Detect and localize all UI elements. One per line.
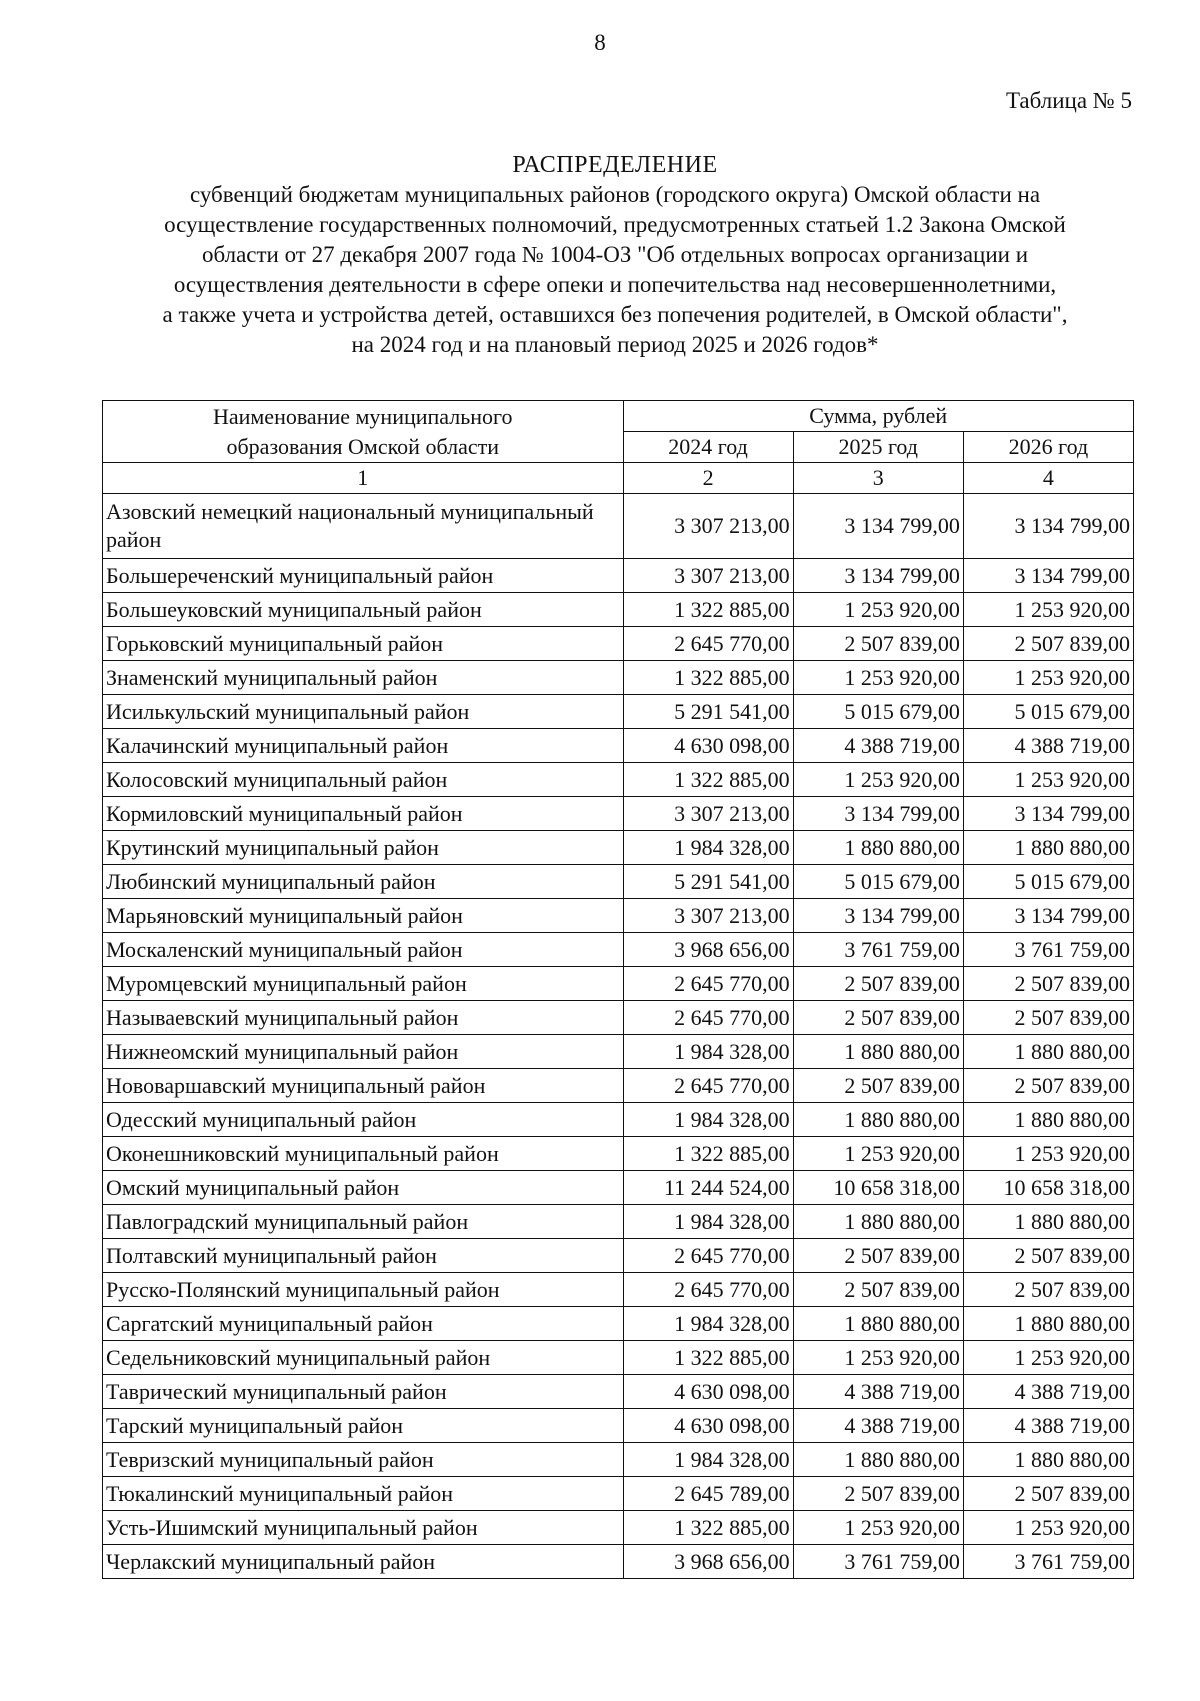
value-2025-cell: 3 134 799,00 <box>793 899 963 933</box>
value-2025-cell: 1 880 880,00 <box>793 1103 963 1137</box>
value-2024-cell: 2 645 770,00 <box>623 1239 793 1273</box>
column-header-name <box>103 401 624 463</box>
value-2024-cell: 3 307 213,00 <box>623 494 793 559</box>
table-row <box>103 1545 1134 1579</box>
distribution-table <box>102 400 1134 1579</box>
value-2026-cell: 3 761 759,00 <box>963 1545 1133 1579</box>
column-header-name-line: Наименование муниципального <box>212 403 513 429</box>
value-2025-cell: 2 507 839,00 <box>793 1001 963 1035</box>
table-row <box>103 1137 1134 1171</box>
value-2026-cell: 4 388 719,00 <box>963 729 1133 763</box>
value-2026-cell: 1 253 920,00 <box>963 1511 1133 1545</box>
table-row <box>103 899 1134 933</box>
value-2025-cell: 1 253 920,00 <box>793 593 963 627</box>
value-2025-cell: 4 388 719,00 <box>793 1375 963 1409</box>
value-2024-cell: 4 630 098,00 <box>623 729 793 763</box>
value-2026-cell: 2 507 839,00 <box>963 1001 1133 1035</box>
value-2024-cell: 5 291 541,00 <box>623 695 793 729</box>
page-number: 8 <box>594 30 606 55</box>
value-2026-cell: 4 388 719,00 <box>963 1375 1133 1409</box>
district-name-cell: Муромцевский муниципальный район <box>103 967 624 1001</box>
value-2024-cell: 2 645 770,00 <box>623 1273 793 1307</box>
district-name-cell: Калачинский муниципальный район <box>103 729 624 763</box>
district-name-cell: Тевризский муниципальный район <box>103 1443 624 1477</box>
value-2026-cell: 3 134 799,00 <box>963 559 1133 593</box>
value-2024-cell: 2 645 770,00 <box>623 627 793 661</box>
value-2024-cell: 1 322 885,00 <box>623 593 793 627</box>
value-2026-cell: 1 880 880,00 <box>963 1103 1133 1137</box>
value-2026-cell: 1 880 880,00 <box>963 1307 1133 1341</box>
district-name-cell: Марьяновский муниципальный район <box>103 899 624 933</box>
value-2025-cell: 1 253 920,00 <box>793 661 963 695</box>
table-row <box>103 494 1134 559</box>
column-header-sum: Сумма, рублей <box>623 401 1134 432</box>
column-header-2026: 2026 год <box>963 432 1133 463</box>
value-2024-cell: 1 984 328,00 <box>623 1443 793 1477</box>
value-2024-cell: 1 984 328,00 <box>623 831 793 865</box>
value-2024-cell: 1 984 328,00 <box>623 1035 793 1069</box>
value-2025-cell: 2 507 839,00 <box>793 967 963 1001</box>
district-name-cell: Колосовский муниципальный район <box>103 763 624 797</box>
table-row <box>103 1477 1134 1511</box>
table-row <box>103 831 1134 865</box>
value-2025-cell: 2 507 839,00 <box>793 1477 963 1511</box>
column-header-name-line: образования Омской области <box>226 433 499 459</box>
column-index: 1 <box>103 463 624 494</box>
table-row <box>103 593 1134 627</box>
value-2024-cell: 3 307 213,00 <box>623 559 793 593</box>
table-row <box>103 1273 1134 1307</box>
value-2024-cell: 1 984 328,00 <box>623 1307 793 1341</box>
district-name-cell: Крутинский муниципальный район <box>103 831 624 865</box>
table-row <box>103 1239 1134 1273</box>
value-2026-cell: 3 761 759,00 <box>963 933 1133 967</box>
value-2025-cell: 1 880 880,00 <box>793 1443 963 1477</box>
value-2026-cell: 1 880 880,00 <box>963 1205 1133 1239</box>
table-row <box>103 1307 1134 1341</box>
table-row <box>103 1443 1134 1477</box>
value-2025-cell: 1 880 880,00 <box>793 1205 963 1239</box>
value-2024-cell: 11 244 524,00 <box>623 1171 793 1205</box>
value-2026-cell: 2 507 839,00 <box>963 967 1133 1001</box>
value-2026-cell: 2 507 839,00 <box>963 1477 1133 1511</box>
district-name-cell: Павлоградский муниципальный район <box>103 1205 624 1239</box>
value-2026-cell: 1 880 880,00 <box>963 1035 1133 1069</box>
column-index-row <box>103 463 1134 494</box>
table-row <box>103 1035 1134 1069</box>
value-2025-cell: 1 253 920,00 <box>793 1137 963 1171</box>
district-name-cell: Оконешниковский муниципальный район <box>103 1137 624 1171</box>
value-2025-cell: 3 761 759,00 <box>793 933 963 967</box>
value-2026-cell: 2 507 839,00 <box>963 1069 1133 1103</box>
district-name-cell: Кормиловский муниципальный район <box>103 797 624 831</box>
district-name-cell: Горьковский муниципальный район <box>103 627 624 661</box>
heading-line: а также учета и устройства детей, оставшихся без попечения родителей, в Омской области", <box>162 302 1068 327</box>
value-2026-cell: 1 253 920,00 <box>963 763 1133 797</box>
value-2026-cell: 1 880 880,00 <box>963 1443 1133 1477</box>
value-2026-cell: 5 015 679,00 <box>963 865 1133 899</box>
table-row <box>103 1205 1134 1239</box>
value-2026-cell: 5 015 679,00 <box>963 695 1133 729</box>
value-2026-cell: 1 253 920,00 <box>963 661 1133 695</box>
district-name-cell: Любинский муниципальный район <box>103 865 624 899</box>
value-2025-cell: 1 253 920,00 <box>793 1341 963 1375</box>
value-2025-cell: 1 880 880,00 <box>793 1035 963 1069</box>
value-2024-cell: 4 630 098,00 <box>623 1375 793 1409</box>
value-2025-cell: 1 253 920,00 <box>793 1511 963 1545</box>
value-2025-cell: 5 015 679,00 <box>793 695 963 729</box>
table-row <box>103 763 1134 797</box>
value-2025-cell: 3 761 759,00 <box>793 1545 963 1579</box>
value-2024-cell: 1 322 885,00 <box>623 1341 793 1375</box>
heading-line: осуществления деятельности в сфере опеки и попечительства над несовершеннолетними, <box>173 272 1057 297</box>
district-name-cell: Усть-Ишимский муниципальный район <box>103 1511 624 1545</box>
district-name-cell: Седельниковский муниципальный район <box>103 1341 624 1375</box>
table-row <box>103 661 1134 695</box>
value-2024-cell: 1 984 328,00 <box>623 1205 793 1239</box>
column-header-2024: 2024 год <box>623 432 793 463</box>
value-2026-cell: 1 253 920,00 <box>963 1137 1133 1171</box>
value-2026-cell: 3 134 799,00 <box>963 797 1133 831</box>
district-name-cell: Таврический муниципальный район <box>103 1375 624 1409</box>
heading-line: субвенций бюджетам муниципальных районов (городского округа) Омской области на <box>189 182 1041 207</box>
table-row <box>103 1171 1134 1205</box>
value-2026-cell: 2 507 839,00 <box>963 1273 1133 1307</box>
heading-line: области от 27 декабря 2007 года № 1004-ОЗ "Об отдельных вопросах организации и <box>201 242 1029 267</box>
value-2026-cell: 3 134 799,00 <box>963 899 1133 933</box>
district-name-cell: Черлакский муниципальный район <box>103 1545 624 1579</box>
column-index: 3 <box>793 463 963 494</box>
table-body <box>103 494 1134 1579</box>
table-row <box>103 1069 1134 1103</box>
district-name-cell: Русско-Полянский муниципальный район <box>103 1273 624 1307</box>
value-2025-cell: 3 134 799,00 <box>793 559 963 593</box>
value-2025-cell: 2 507 839,00 <box>793 627 963 661</box>
value-2024-cell: 2 645 789,00 <box>623 1477 793 1511</box>
table-row <box>103 627 1134 661</box>
table-row <box>103 1103 1134 1137</box>
district-name-cell: Тарский муниципальный район <box>103 1409 624 1443</box>
table-row <box>103 933 1134 967</box>
value-2026-cell: 4 388 719,00 <box>963 1409 1133 1443</box>
value-2024-cell: 2 645 770,00 <box>623 1001 793 1035</box>
value-2024-cell: 1 322 885,00 <box>623 661 793 695</box>
value-2026-cell: 3 134 799,00 <box>963 494 1133 559</box>
value-2024-cell: 1 984 328,00 <box>623 1103 793 1137</box>
district-name-cell: Полтавский муниципальный район <box>103 1239 624 1273</box>
column-index: 2 <box>623 463 793 494</box>
value-2025-cell: 3 134 799,00 <box>793 494 963 559</box>
table-row <box>103 797 1134 831</box>
document-heading <box>90 150 1140 360</box>
column-index: 4 <box>963 463 1133 494</box>
table-row <box>103 695 1134 729</box>
district-name-cell: Большереченский муниципальный район <box>103 559 624 593</box>
district-name-cell: Знаменский муниципальный район <box>103 661 624 695</box>
value-2024-cell: 3 968 656,00 <box>623 933 793 967</box>
district-name-cell: Азовский немецкий национальный муниципальный район <box>103 494 624 559</box>
column-header-2025: 2025 год <box>793 432 963 463</box>
value-2025-cell: 2 507 839,00 <box>793 1273 963 1307</box>
table-row <box>103 865 1134 899</box>
value-2024-cell: 3 307 213,00 <box>623 797 793 831</box>
value-2024-cell: 2 645 770,00 <box>623 967 793 1001</box>
table-row <box>103 559 1134 593</box>
heading-line: осуществление государственных полномочий, предусмотренных статьей 1.2 Закона Омской <box>164 212 1066 237</box>
heading-line: на 2024 год и на плановый период 2025 и 2026 годов* <box>351 332 879 357</box>
district-name-cell: Саргатский муниципальный район <box>103 1307 624 1341</box>
district-name-cell: Одесский муниципальный район <box>103 1103 624 1137</box>
value-2026-cell: 1 880 880,00 <box>963 831 1133 865</box>
table-row <box>103 1001 1134 1035</box>
table-row <box>103 1511 1134 1545</box>
value-2024-cell: 2 645 770,00 <box>623 1069 793 1103</box>
heading-title: РАСПРЕДЕЛЕНИЕ <box>512 152 718 178</box>
table-row <box>103 1341 1134 1375</box>
district-name-cell: Тюкалинский муниципальный район <box>103 1477 624 1511</box>
value-2025-cell: 1 880 880,00 <box>793 831 963 865</box>
district-name-cell: Нововаршавский муниципальный район <box>103 1069 624 1103</box>
value-2024-cell: 3 307 213,00 <box>623 899 793 933</box>
value-2024-cell: 1 322 885,00 <box>623 1137 793 1171</box>
table-row <box>103 729 1134 763</box>
value-2025-cell: 10 658 318,00 <box>793 1171 963 1205</box>
table-label: Таблица № 5 <box>1005 88 1132 113</box>
value-2025-cell: 4 388 719,00 <box>793 729 963 763</box>
value-2024-cell: 1 322 885,00 <box>623 1511 793 1545</box>
value-2024-cell: 5 291 541,00 <box>623 865 793 899</box>
district-name-cell: Называевский муниципальный район <box>103 1001 624 1035</box>
value-2025-cell: 1 880 880,00 <box>793 1307 963 1341</box>
value-2026-cell: 2 507 839,00 <box>963 627 1133 661</box>
value-2026-cell: 2 507 839,00 <box>963 1239 1133 1273</box>
district-name-cell: Нижнеомский муниципальный район <box>103 1035 624 1069</box>
value-2026-cell: 1 253 920,00 <box>963 593 1133 627</box>
value-2025-cell: 5 015 679,00 <box>793 865 963 899</box>
value-2025-cell: 2 507 839,00 <box>793 1239 963 1273</box>
value-2024-cell: 3 968 656,00 <box>623 1545 793 1579</box>
district-name-cell: Москаленский муниципальный район <box>103 933 624 967</box>
table-row <box>103 1409 1134 1443</box>
value-2025-cell: 3 134 799,00 <box>793 797 963 831</box>
header-row <box>103 401 1134 432</box>
value-2026-cell: 10 658 318,00 <box>963 1171 1133 1205</box>
value-2025-cell: 2 507 839,00 <box>793 1069 963 1103</box>
value-2025-cell: 4 388 719,00 <box>793 1409 963 1443</box>
district-name-cell: Большеуковский муниципальный район <box>103 593 624 627</box>
table-row <box>103 1375 1134 1409</box>
value-2026-cell: 1 253 920,00 <box>963 1341 1133 1375</box>
value-2024-cell: 1 322 885,00 <box>623 763 793 797</box>
district-name-cell: Исилькульский муниципальный район <box>103 695 624 729</box>
value-2025-cell: 1 253 920,00 <box>793 763 963 797</box>
value-2024-cell: 4 630 098,00 <box>623 1409 793 1443</box>
district-name-cell: Омский муниципальный район <box>103 1171 624 1205</box>
table-row <box>103 967 1134 1001</box>
